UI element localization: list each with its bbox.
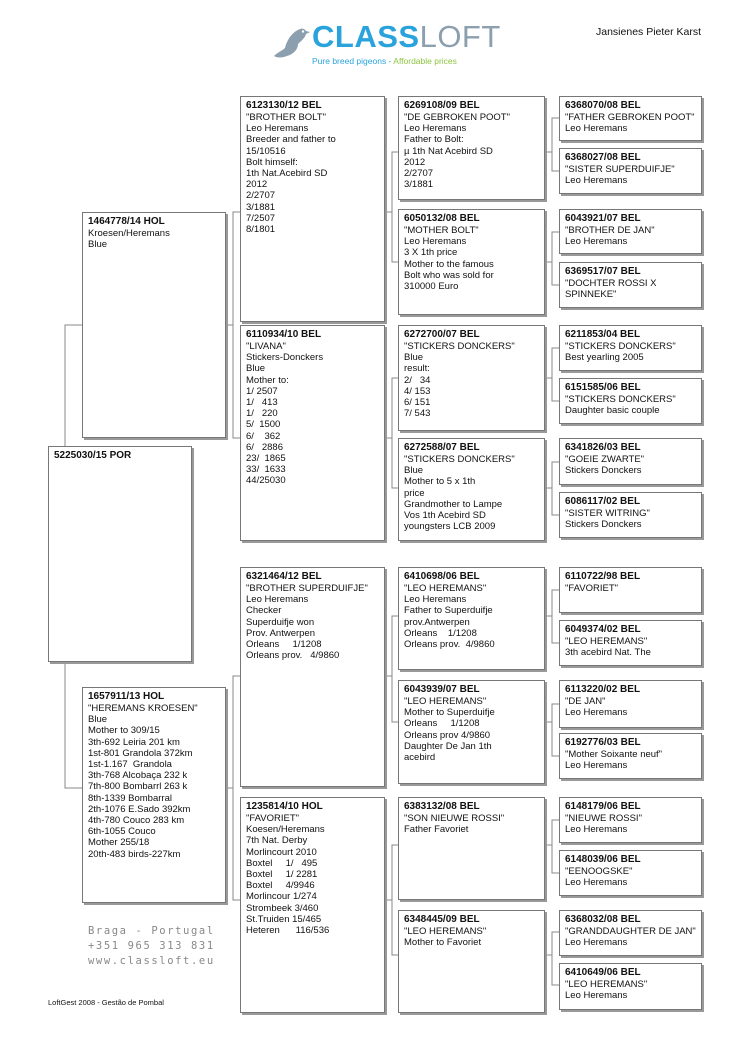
pedigree-ss-dam xyxy=(398,209,545,315)
ring-number: 6383132/08 BEL xyxy=(404,801,480,812)
ring-number: 6321464/12 BEL xyxy=(246,571,322,582)
pedigree-line: "BROTHER SUPERDUIFJE" xyxy=(246,583,368,594)
ring-number: 6043939/07 BEL xyxy=(404,684,480,695)
pedigree-line: Blue xyxy=(88,239,108,251)
pedigree-line: Leo Heremans xyxy=(565,707,628,719)
pedigree-line: Father to Superduifje xyxy=(404,605,493,617)
pedigree-dd-sire xyxy=(398,797,545,900)
pedigree-line: Father to Bolt: xyxy=(404,134,464,146)
pedigree-line: 2/2707 xyxy=(404,168,434,180)
ring-number: 1464778/14 HOL xyxy=(88,216,165,227)
pedigree-line: 3th acebird Nat. The xyxy=(565,647,651,659)
pedigree-line: Orleans 1/1208 xyxy=(404,718,480,730)
pedigree-line: Koesen/Heremans xyxy=(246,824,325,836)
ring-number: 1235814/10 HOL xyxy=(246,801,323,812)
pedigree-line: "LIVANA" xyxy=(246,341,286,352)
ring-number: 6043921/07 BEL xyxy=(565,213,641,224)
pedigree-g5 xyxy=(559,325,702,371)
pedigree-line: Blue xyxy=(404,352,424,364)
pedigree-line: Daughter basic couple xyxy=(565,405,660,417)
ring-number: 6192776/03 BEL xyxy=(565,737,641,748)
pedigree-line: Father Favoriet xyxy=(404,824,469,836)
pedigree-line: 1/ 220 xyxy=(246,408,278,420)
tagline-start: Pure breed pigeons - xyxy=(312,56,394,66)
pedigree-line: 310000 Euro xyxy=(404,281,459,293)
pedigree-line: Stickers Donckers xyxy=(565,465,642,477)
pedigree-dam-sire xyxy=(240,567,385,787)
pedigree-sd-sire xyxy=(398,325,545,431)
pedigree-line: "LEO HEREMANS" xyxy=(404,583,487,594)
ring-number: 6148179/06 BEL xyxy=(565,801,641,812)
pedigree-g2 xyxy=(559,148,702,194)
pedigree-dam-dam xyxy=(240,797,385,1013)
pedigree-line: 8th-1339 Bombarral xyxy=(88,792,172,804)
pedigree-line: Orleans 1/1208 xyxy=(404,627,477,639)
tagline-highlight: Affordable prices xyxy=(393,56,457,66)
contact-city: Braga - Portugal xyxy=(88,925,215,937)
pedigree-line: "DE GEBROKEN POOT" xyxy=(404,112,510,123)
ring-number: 6148039/06 BEL xyxy=(565,854,641,865)
pedigree-g7 xyxy=(559,438,702,485)
pedigree-line: Breeder and father to xyxy=(246,134,336,146)
pedigree-line: Leo Heremans xyxy=(565,175,628,187)
pedigree-ds-dam xyxy=(398,680,545,784)
ring-number: 6272700/07 BEL xyxy=(404,329,480,340)
pedigree-line: Stickers Donckers xyxy=(565,519,642,531)
pedigree-line: 2012 xyxy=(246,179,268,191)
pedigree-g6 xyxy=(559,378,702,424)
pedigree-line: "SON NIEUWE ROSSI" xyxy=(404,813,505,824)
pedigree-line: 1st-801 Grandola 372km xyxy=(88,747,193,759)
pedigree-line: Mother to 5 x 1th xyxy=(404,476,476,488)
ring-number: 6050132/08 BEL xyxy=(404,213,480,224)
pedigree-line: Leo Heremans xyxy=(565,760,628,772)
ring-number: 6269108/09 BEL xyxy=(404,100,480,111)
pedigree-line: Kroesen/Heremans xyxy=(88,228,170,239)
ring-number: 6113220/02 BEL xyxy=(565,684,641,695)
pedigree-line: "FATHER GEBROKEN POOT" xyxy=(565,112,695,123)
pedigree-g15 xyxy=(559,910,702,956)
contact-phone: +351 965 313 831 xyxy=(88,940,215,952)
pedigree-line: 3th-692 Leiria 201 km xyxy=(88,736,180,748)
ring-number: 1657911/13 HOL xyxy=(88,691,165,702)
pedigree-line: 6/ 2886 xyxy=(246,441,283,453)
ring-number: 6049374/02 BEL xyxy=(565,624,641,635)
pedigree-line: "STICKERS DONCKERS" xyxy=(404,341,515,352)
pedigree-line: Leo Heremans xyxy=(565,877,628,889)
pedigree-line: Leo Heremans xyxy=(565,990,628,1002)
ring-number: 6410698/06 BEL xyxy=(404,571,480,582)
ring-number: 6369517/07 BEL xyxy=(565,266,641,277)
ring-number: 6123130/12 BEL xyxy=(246,100,322,111)
pedigree-g16 xyxy=(559,963,702,1010)
pedigree-line: "GRANDDAUGHTER DE JAN" xyxy=(565,926,696,937)
pedigree-line: 1/ 2507 xyxy=(246,385,278,397)
pedigree-line: Best yearling 2005 xyxy=(565,352,644,364)
pedigree-line: Leo Heremans xyxy=(246,123,309,135)
ring-number: 6410649/06 BEL xyxy=(565,967,641,978)
pedigree-line: 6/ 151 xyxy=(404,397,431,409)
ring-number: 6368070/08 BEL xyxy=(565,100,641,111)
pedigree-line: Leo Heremans xyxy=(404,236,467,248)
pedigree-g12 xyxy=(559,733,702,779)
pedigree-line: 2012 xyxy=(404,156,426,168)
pedigree-line: µ 1th Nat Acebird SD xyxy=(404,145,493,157)
pedigree-line: "STICKERS DONCKERS" xyxy=(404,454,515,465)
pedigree-line: "Mother Soixante neuf" xyxy=(565,749,663,760)
pedigree-line: 3/1881 xyxy=(404,179,434,191)
ring-number: 6368032/08 BEL xyxy=(565,914,641,925)
pedigree-g10 xyxy=(559,620,702,666)
pedigree-line: Checker xyxy=(246,605,282,617)
pedigree-line: acebird xyxy=(404,752,436,764)
pedigree-line: Boxtel 1/ 2281 xyxy=(246,869,318,881)
pedigree-line: 2/ 34 xyxy=(404,374,431,386)
pedigree-g13 xyxy=(559,797,702,843)
pedigree-line: "FAVORIET" xyxy=(246,813,300,824)
pedigree-line: prov.Antwerpen xyxy=(404,616,470,628)
ring-number: 6348445/09 BEL xyxy=(404,914,480,925)
pedigree-line: 23/ 1865 xyxy=(246,453,286,465)
pedigree-line: price xyxy=(404,487,425,499)
pedigree-line: 6th-1055 Couco xyxy=(88,826,156,838)
ring-number: 6272588/07 BEL xyxy=(404,442,480,453)
pedigree-line: Leo Heremans xyxy=(565,236,628,248)
pedigree-line: "DE JAN" xyxy=(565,696,606,707)
pedigree-sire xyxy=(82,212,226,438)
pedigree-line: "LEO HEREMANS" xyxy=(565,636,648,647)
pedigree-line: 2/2707 xyxy=(246,190,276,202)
pedigree-line: 33/ 1633 xyxy=(246,464,286,476)
pedigree-line: Bolt who was sold for xyxy=(404,269,494,281)
ring-number: 6341826/03 BEL xyxy=(565,442,641,453)
pedigree-g14 xyxy=(559,850,702,896)
ring-number: 6110934/10 BEL xyxy=(246,329,322,340)
pedigree-line: Vos 1th Acebird SD xyxy=(404,510,486,522)
pedigree-line: Orleans prov. 4/9860 xyxy=(404,639,495,651)
pedigree-line: Boxtel 1/ 495 xyxy=(246,857,318,869)
contact-web: www.classloft.eu xyxy=(88,955,215,967)
pedigree-line: 3th-768 Alcobaça 232 k xyxy=(88,770,188,782)
pedigree-line: Orleans prov 4/9860 xyxy=(404,729,491,741)
ring-number: 5225030/15 POR xyxy=(54,450,132,461)
pedigree-line: St.Truiden 15/465 xyxy=(246,913,322,925)
pedigree-line: Leo Heremans xyxy=(565,123,628,135)
pedigree-line: 15/10516 xyxy=(246,145,286,157)
pedigree-line: Heteren 116/536 xyxy=(246,925,330,937)
pedigree-line: Mother to Superduifje xyxy=(404,707,495,719)
pedigree-line: "BROTHER DE JAN" xyxy=(565,225,655,236)
pedigree-line: Bolt himself: xyxy=(246,156,298,168)
pedigree-line: youngsters LCB 2009 xyxy=(404,521,496,533)
pedigree-line: 1st-1.167 Grandola xyxy=(88,759,172,771)
pedigree-line: 7th Nat. Derby xyxy=(246,835,308,847)
pedigree-line: "SISTER WITRING" xyxy=(565,508,650,519)
ring-number: 6110722/98 BEL xyxy=(565,571,641,582)
brand-accent: LOFT xyxy=(419,19,501,54)
pedigree-line: 44/25030 xyxy=(246,475,286,487)
contact-block xyxy=(88,924,215,969)
pigeon-icon xyxy=(268,22,312,66)
pedigree-line: 1th Nat.Acebird SD xyxy=(246,168,328,180)
pedigree-sire-sire xyxy=(240,96,385,322)
pedigree-line: result: xyxy=(404,363,430,375)
pedigree-line: Blue xyxy=(246,363,266,375)
ring-number: 6368027/08 BEL xyxy=(565,152,641,163)
ring-number: 6086117/02 BEL xyxy=(565,496,641,507)
pedigree-line: Leo Heremans xyxy=(404,123,467,135)
pedigree-line: Boxtel 4/9946 xyxy=(246,880,315,892)
pedigree-line: 1/ 413 xyxy=(246,397,278,409)
pedigree-line: "STICKERS DONCKERS" xyxy=(565,394,676,405)
tagline xyxy=(312,56,457,66)
pedigree-line: Mother to 309/15 xyxy=(88,725,160,737)
pedigree-line: Strombeek 3/460 xyxy=(246,902,319,914)
pedigree-line: 7th-800 Bombarrl 263 k xyxy=(88,781,188,793)
pedigree-line: "LEO HEREMANS" xyxy=(404,926,487,937)
pedigree-g8 xyxy=(559,492,702,538)
pedigree-g1 xyxy=(559,96,702,141)
pedigree-line: "GOEIE ZWARTE" xyxy=(565,454,645,465)
pedigree-line: Orleans prov. 4/9860 xyxy=(246,650,340,662)
pedigree-line: Mother to Favoriet xyxy=(404,937,482,949)
pedigree-line: 3/1881 xyxy=(246,201,276,213)
pedigree-dd-dam xyxy=(398,910,545,1013)
pedigree-ds-sire xyxy=(398,567,545,670)
pedigree-line: 4th-780 Couco 283 km xyxy=(88,815,185,827)
pedigree-line: 4/ 153 xyxy=(404,385,431,397)
ring-number: 6151585/06 BEL xyxy=(565,382,641,393)
brand-name xyxy=(312,20,501,54)
pedigree-g4 xyxy=(559,262,702,308)
pedigree-line: SPINNEKE" xyxy=(565,289,617,301)
pedigree-line: Leo Heremans xyxy=(246,594,309,606)
pedigree-line: "NIEUWE ROSSI" xyxy=(565,813,642,824)
pedigree-line: Leo Heremans xyxy=(565,937,628,949)
ring-number: 6211853/04 BEL xyxy=(565,329,641,340)
pedigree-g9 xyxy=(559,567,702,613)
pedigree-line: 7/2507 xyxy=(246,212,276,224)
pedigree-sire-dam xyxy=(240,325,385,541)
pedigree-line: "STICKERS DONCKERS" xyxy=(565,341,676,352)
pedigree-sd-dam xyxy=(398,438,545,541)
owner-name: Jansienes Pieter Karst xyxy=(596,26,702,38)
pedigree-subject xyxy=(48,446,192,662)
pedigree-line: "HEREMANS KROESEN" xyxy=(88,703,198,714)
pedigree-line: Orleans 1/1208 xyxy=(246,639,322,651)
pedigree-line: Prov. Antwerpen xyxy=(246,627,316,639)
pedigree-line: Morlincourt 2010 xyxy=(246,846,317,858)
pedigree-line: Mother 255/18 xyxy=(88,837,150,849)
pedigree-dam xyxy=(82,687,226,903)
pedigree-line: Mother to the famous xyxy=(404,258,494,270)
pedigree-line: Superduifje won xyxy=(246,616,315,628)
pedigree-line: Leo Heremans xyxy=(404,594,467,606)
pedigree-line: 3 X 1th price xyxy=(404,247,458,259)
pedigree-line: Stickers-Donckers xyxy=(246,352,324,364)
pedigree-line: Morlincour 1/274 xyxy=(246,891,317,903)
pedigree-line: "BROTHER BOLT" xyxy=(246,112,326,123)
pedigree-line: "FAVORIET" xyxy=(565,583,619,594)
pedigree-line: 8/1801 xyxy=(246,224,276,236)
pedigree-ss-sire xyxy=(398,96,545,200)
pedigree-line: Blue xyxy=(404,465,424,477)
pedigree-line: "DOCHTER ROSSI X xyxy=(565,278,657,289)
pedigree-line: 6/ 362 xyxy=(246,430,281,442)
pedigree-line: Daughter De Jan 1th xyxy=(404,740,492,752)
pedigree-line: Leo Heremans xyxy=(565,824,628,836)
pedigree-line: 20th-483 birds-227km xyxy=(88,848,181,860)
pedigree-line: "SISTER SUPERDUIFJE" xyxy=(565,164,675,175)
brand-main: CLASS xyxy=(312,19,420,54)
pedigree-line: "LEO HEREMANS" xyxy=(565,979,648,990)
pedigree-line: Grandmother to Lampe xyxy=(404,498,503,510)
pedigree-line: 2th-1076 E.Sado 392km xyxy=(88,803,191,815)
pedigree-g3 xyxy=(559,209,702,254)
pedigree-line: "MOTHER BOLT" xyxy=(404,225,479,236)
pedigree-line: "EENOOGSKE" xyxy=(565,866,633,877)
pedigree-line: Blue xyxy=(88,714,108,726)
pedigree-line: 7/ 543 xyxy=(404,408,431,420)
footer-software: LoftGest 2008 - Gestão de Pombal xyxy=(48,998,164,1007)
pedigree-line: "LEO HEREMANS" xyxy=(404,696,487,707)
pedigree-line: 5/ 1500 xyxy=(246,419,281,431)
pedigree-g11 xyxy=(559,680,702,728)
pedigree-line: Mother to: xyxy=(246,374,289,386)
